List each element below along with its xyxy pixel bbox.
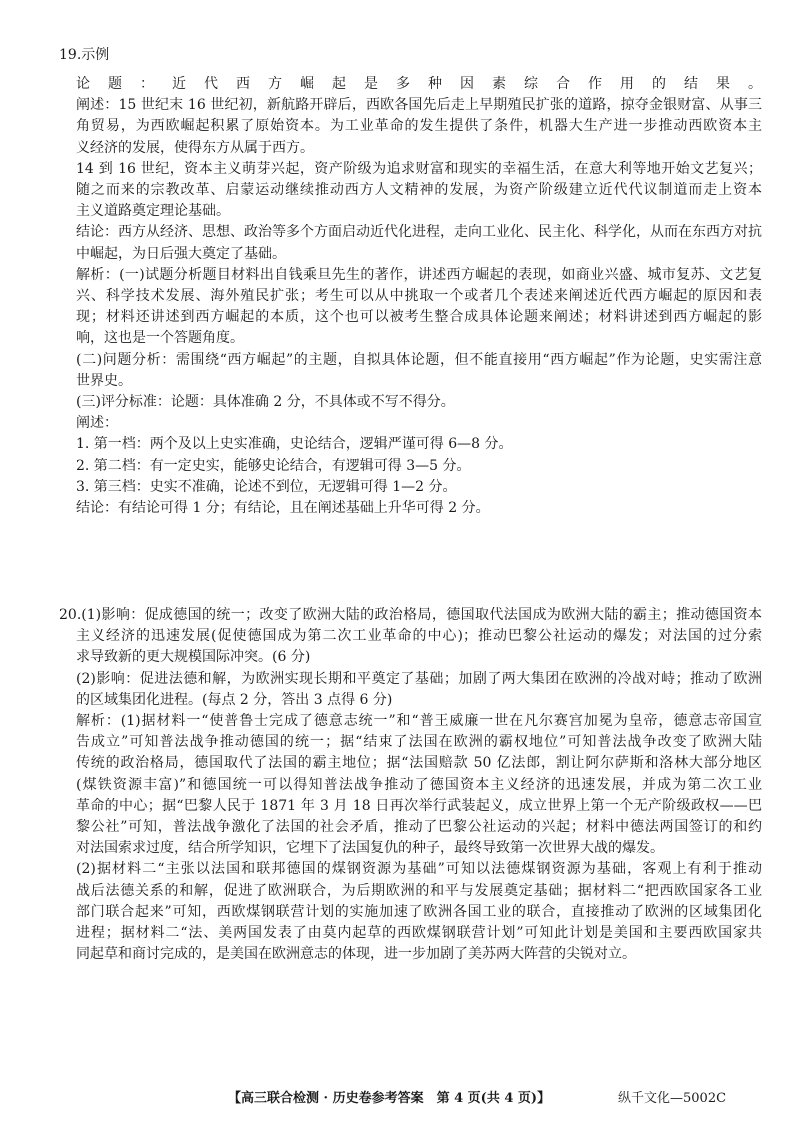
text-line: 结论：西方从经济、思想、政治等多个方面启动近代化进程，走向工业化、民主化、科学化，从而在东西方对抗 [76, 224, 762, 241]
text-line: 义经济的发展，使得东方从属于西方。 [76, 139, 314, 156]
text-line: 阐述： [76, 415, 118, 432]
text-line: 论题：近代西方崛起是多种因素综合作用的结果。 [76, 76, 762, 92]
text-line: 革命的中心；据“巴黎人民于 1871 年 3 月 18 日再次举行武装起义，成立世界上第一个无产阶级政权——巴 [76, 797, 762, 814]
question-20-first-line: 20.(1)影响：促成德国的统一；改变了欧洲大陆的政治格局，德国取代法国成为欧洲大陆的霸主；推动德国资本 [59, 607, 762, 623]
text-line: 14 到 16 世纪，资本主义萌芽兴起，资产阶级为追求财富和现实的幸福生活，在意大利等地开始文艺复兴； [76, 160, 762, 177]
text-line: (三)评分标准：论题：具体准确 2 分，不具体或不写不得分。 [76, 394, 455, 410]
text-line: 角贸易，为西欧崛起积累了原始资本。为工业革命的发生提供了条件，机器大生产进一步推动西欧资本主 [76, 118, 762, 135]
text-line: 兴、科学技术发展、海外殖民扩张；考生可以从中挑取一个或者几个表述来阐述近代西方崛起的原因和表 [76, 288, 762, 304]
text-line: 响，这也是一个答题角度。 [76, 330, 244, 347]
text-line: 进程；据材料二“法、美两国发表了由莫内起草的西欧煤钢联营计划”可知此计划是美国和主要西欧国家共 [76, 925, 762, 941]
text-line: 告成立”可知普法战争推动德国的统一；据“结束了法国在欧洲的霸权地位”可知普法战争改变了欧洲大陆 [76, 734, 762, 751]
page-footer [0, 1087, 800, 1111]
text-line: 战后法德关系的和解，促进了欧洲联合，为后期欧洲的和平与发展奠定基础；据材料二“把西欧国家各工业 [76, 882, 762, 899]
text-line: 中崛起，为日后强大奠定了基础。 [76, 245, 286, 262]
text-line: 传统的政治格局，德国取代了法国的霸主地位；据“法国赔款 50 亿法郎，割让阿尔萨斯和洛林大部分地区 [76, 755, 762, 772]
text-line: 现；材料还讲述到西方崛起的本质，这个也可以被考生整合成具体论题来阐述；材料讲述到西方崛起的影 [76, 309, 762, 326]
text-line: (煤铁资源丰富)”和德国统一可以得知普法战争推动了德国资本主义经济的迅速发展，并成为第二次工业 [76, 776, 762, 793]
text-line: 1. 第一档：两个及以上史实准确，史论结合，逻辑严谨可得 6—8 分。 [76, 436, 513, 453]
text-line: 3. 第三档：史实不准确，论述不到位，无逻辑可得 1—2 分。 [76, 478, 457, 495]
text-line: 部门联合起来”可知，西欧煤钢联营计划的实施加速了欧洲各国工业的联合，直接推动了欧洲的区域集团化 [76, 903, 762, 920]
text-line: 随之而来的宗教改革、启蒙运动继续推动西方人文精神的发展，为资产阶级建立近代代议制道而走上资本 [76, 182, 762, 198]
text-line: 结论：有结论可得 1 分；有结论，且在阐述基础上升华可得 2 分。 [76, 500, 490, 516]
text-line: (2)影响：促进法德和解，为欧洲实现长期和平奠定了基础；加剧了两大集团在欧洲的冷战对峙；推动了欧洲 [76, 670, 762, 687]
text-line: 求导致新的更大规模国际冲突。(6 分) [76, 649, 311, 666]
text-line: 世界史。 [76, 372, 132, 389]
text-line: 对法国索求过度，结合所学知识，它埋下了法国复仇的种子，最终导致第一次世界大战的爆发。 [76, 840, 664, 857]
text-line: 主义道路奠定理论基础。 [76, 203, 230, 220]
text-line: 解析：(一)试题分析题目材料出自钱乘旦先生的著作，讲述西方崛起的表现，如商业兴盛、城市复苏、文艺复 [76, 266, 762, 283]
text-line: (二)问题分析：需围绕“西方崛起”的主题，自拟具体论题，但不能直接用“西方崛起”作为论题，史实需注意 [76, 351, 762, 368]
text-line: 阐述：15 世纪末 16 世纪初，新航路开辟后，西欧各国先后走上早期殖民扩张的道路，掠夺金银财富、从事三 [76, 97, 762, 114]
question-19-heading: 19.示例 [59, 47, 110, 63]
text-line: 的区域集团化进程。(每点 2 分，答出 3 点得 6 分) [76, 691, 393, 708]
footer-code: 纵千文化—5002C [618, 1091, 727, 1106]
text-line: 同起草和商讨完成的，是美国在欧洲意志的体现，进一步加剧了美苏两大阵营的尖锐对立。 [76, 946, 636, 963]
text-line: 2. 第二档：有一定史实，能够史论结合，有逻辑可得 3—5 分。 [76, 457, 471, 474]
text-line: (2)据材料二“主张以法国和联邦德国的煤钢资源为基础”可知以法德煤钢资源为基础，客观上有利于推动 [76, 861, 762, 878]
footer-title: 【高三联合检测 · 历史卷参考答案 第 4 页(共 4 页)】 [228, 1091, 551, 1106]
text-line: 主义经济的迅速发展(促使德国成为第二次工业革命的中心)；推动巴黎公社运动的爆发；对法国的过分索 [76, 628, 762, 645]
text-line: 黎公社”可知，普法战争激化了法国的社会矛盾，推动了巴黎公社运动的兴起；材料中德法两国签订的和约 [76, 819, 762, 835]
text-line: 解析：(1)据材料一“使普鲁士完成了德意志统一”和“普王威廉一世在凡尔赛宫加冕为皇帝，德意志帝国宣 [76, 713, 762, 729]
